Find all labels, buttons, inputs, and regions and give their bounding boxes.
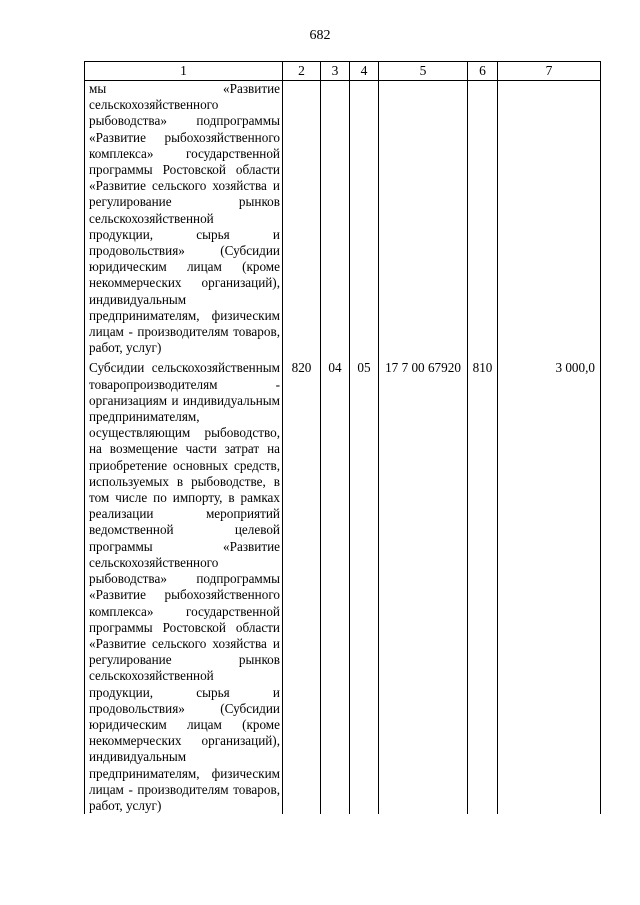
row-section-code xyxy=(321,81,350,357)
row-amount xyxy=(498,81,601,357)
column-header-3: 3 xyxy=(321,62,350,81)
row-description: Субсидии сельскохозяйственным товаропроизводителям - организациям и индивидуальным предпринимателям, осуществляющим рыбоводство, на возмещение части затрат на приобретение основных средств, используемых в рыбоводстве, в том числе по импорту, в рамках реализации мероприятий ведомственной целевой программы «Развитие сельскохозяйственного рыбоводства» подпрограммы «Развитие рыбохозяйственного комплекса» государственной программы Ростовской области «Развитие сельского хозяйства и регулирование рынков сельскохозяйственной продукции, сырья и продовольствия» (Субсидии юридическим лицам (кроме некоммерческих организаций), индивидуальным предпринимателям, физическим лицам - производителям товаров, работ, услуг) xyxy=(85,356,283,814)
row-target-article: 17 7 00 67920 xyxy=(379,356,468,814)
column-header-4: 4 xyxy=(350,62,379,81)
row-expense-type xyxy=(468,81,498,357)
table-header-row xyxy=(85,62,601,81)
row-target-article xyxy=(379,81,468,357)
row-section-code: 04 xyxy=(321,356,350,814)
row-amount: 3 000,0 xyxy=(498,356,601,814)
table-row xyxy=(85,81,601,357)
table-row xyxy=(85,356,601,814)
column-header-6: 6 xyxy=(468,62,498,81)
row-description: мы «Развитие сельскохозяйственного рыбоводства» подпрограммы «Развитие рыбохозяйственного комплекса» государственной программы Ростовской области «Развитие сельского хозяйства и регулирование рынков сельскохозяйственной продукции, сырья и продовольствия» (Субсидии юридическим лицам (кроме некоммерческих организаций), индивидуальным предпринимателям, физическим лицам - производителям товаров, работ, услуг) xyxy=(85,81,283,357)
budget-table xyxy=(84,61,601,814)
page-number: 682 xyxy=(309,28,331,43)
row-subsection-code xyxy=(350,81,379,357)
column-header-1: 1 xyxy=(85,62,283,81)
row-ministry-code xyxy=(283,81,321,357)
column-header-5: 5 xyxy=(379,62,468,81)
column-header-7: 7 xyxy=(498,62,601,81)
row-subsection-code: 05 xyxy=(350,356,379,814)
row-ministry-code: 820 xyxy=(283,356,321,814)
row-expense-type: 810 xyxy=(468,356,498,814)
column-header-2: 2 xyxy=(283,62,321,81)
